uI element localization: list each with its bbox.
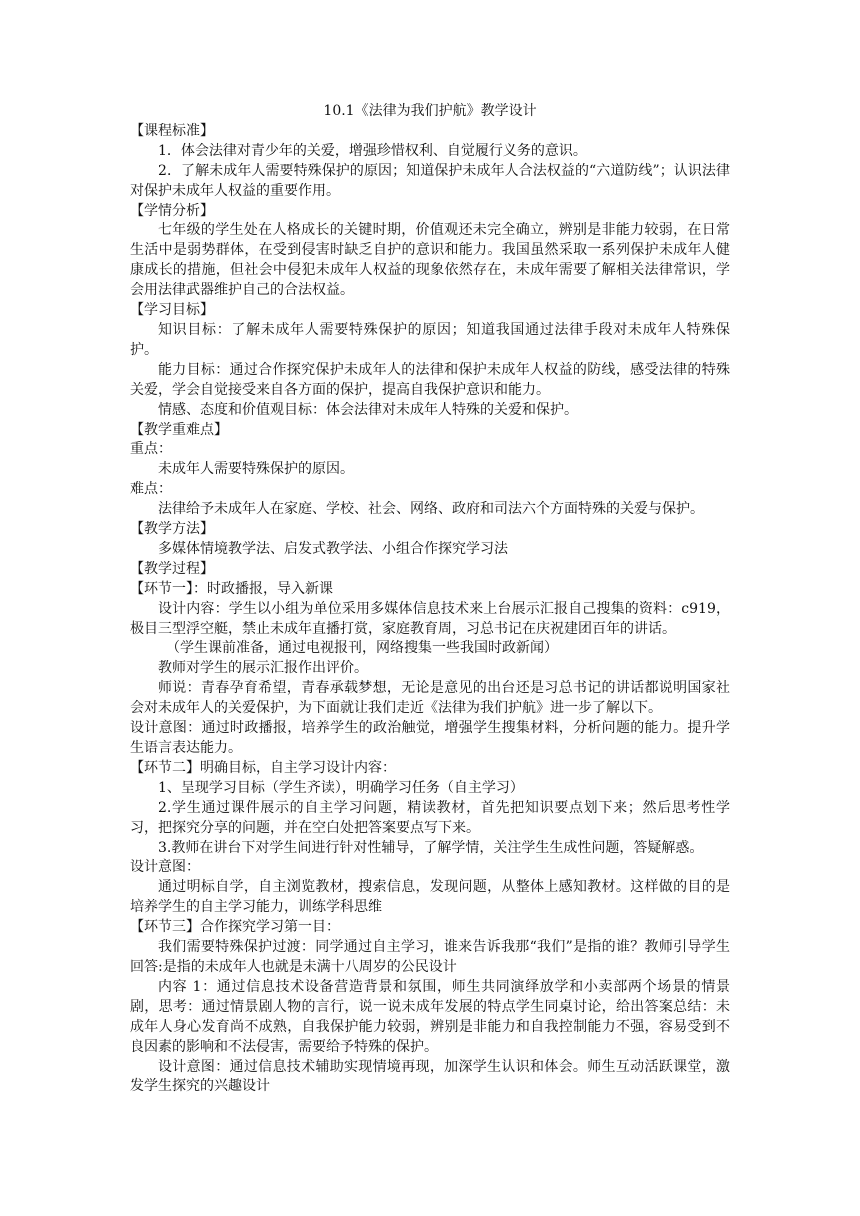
paragraph: （学生课前准备，通过电视报刊，网络搜集一些我国时政新闻）: [166, 640, 558, 657]
paragraph: 我们需要特殊保护过渡：同学通过自主学习，谁来告诉我那“我们”是指的谁？教师引导学生回答:是指的未成年人也就是未满十八周岁的公民设计: [130, 939, 730, 975]
paragraph: 设计意图：通过时政播报，培养学生的政治触觉，增强学生搜集材料，分析问题的能力。提升学生语言表达能力。: [130, 720, 730, 756]
paragraph: 多媒体情境教学法、启发式教学法、小组合作探究学习法: [158, 540, 508, 557]
section-heading-step-two: 【环节二】明确目标，自主学习设计内容：: [130, 759, 396, 776]
section-heading-step-three: 【环节三】合作探究学习第一目：: [130, 919, 340, 936]
paragraph: 内容 1：通过信息技术设备营造背景和氛围，师生共同演绎放学和小卖部两个场景的情景剧，思考：通过情景剧人物的言行，说一说未成年发展的特点学生同桌讨论，给出答案总结：未成年人身心发育尚不成熟，自我保护能力较弱，辨别是非能力和自我控制能力不强，容易受到不良因素的影响和不法侵害，需要给予特殊的保护。: [130, 978, 730, 1055]
paragraph: 2．了解未成年人需要特殊保护的原因；知道保护未成年人合法权益的“六道防线”；认识法律对保护未成年人权益的重要作用。: [130, 162, 730, 199]
paragraph: 七年级的学生处在人格成长的关键时期，价值观还未完全确立，辨别是非能力较弱，在日常生活中是弱势群体，在受到侵害时缺乏自护的意识和能力。我国虽然采取一系列保护未成年人健康成长的措施，但社会中侵犯未成年人权益的现象依然存在，未成年需要了解相关法律常识，学会用法律武器维护自己的合法权益。: [130, 222, 730, 299]
label-design-intent: 设计意图：: [130, 859, 200, 876]
section-heading-step-one: 【环节一】：时政播报，导入新课: [130, 580, 333, 597]
section-heading-teaching-process: 【教学过程】: [130, 560, 214, 577]
paragraph: 教师对学生的展示汇报作出评价。: [158, 660, 368, 677]
paragraph: 设计意图：通过信息技术辅助实现情境再现，加深学生认识和体会。师生互动活跃课堂，激发学生探究的兴趣设计: [130, 1058, 730, 1095]
paragraph: 法律给予未成年人在家庭、学校、社会、网络、政府和司法六个方面特殊的关爱与保护。: [158, 501, 704, 518]
paragraph: 师说：青春孕育希望，青春承载梦想，无论是意见的出台还是习总书记的讲话都说明国家社会对未成年人的关爱保护，为下面就让我们走近《法律为我们护航》进一步了解以下。: [130, 680, 730, 717]
document-body: [130, 102, 730, 1097]
document-title: 10.1《法律为我们护航》教学设计: [323, 103, 537, 119]
label-difficult-point: 难点：: [130, 481, 172, 498]
paragraph: 3.教师在讲台下对学生间进行针对性辅导，了解学情，关注学生生成性问题，答疑解惑。: [158, 839, 704, 856]
paragraph: 1．体会法律对青少年的关爱，增强珍惜权利、自觉履行义务的意识。: [158, 142, 587, 159]
section-heading-student-analysis: 【学情分析】: [130, 202, 214, 219]
paragraph: 1、呈现学习目标（学生齐读），明确学习任务（自主学习）: [158, 779, 524, 796]
paragraph: 未成年人需要特殊保护的原因。: [158, 461, 354, 478]
paragraph: 能力目标：通过合作探究保护未成年人的法律和保护未成年人权益的防线，感受法律的特殊关爱，学会自觉接受来自各方面的保护，提高自我保护意识和能力。: [130, 361, 730, 398]
paragraph: 通过明标自学，自主浏览教材，搜索信息，发现问题，从整体上感知教材。这样做的目的是培养学生的自主学习能力，训练学科思维: [130, 879, 730, 916]
paragraph: 设计内容：学生以小组为单位采用多媒体信息技术来上台展示汇报自己搜集的资料：c919，极目三型浮空艇，禁止未成年直播打赏，家庭教育周，习总书记在庆祝建团百年的讲话。: [130, 600, 730, 637]
paragraph: 情感、态度和价值观目标：体会法律对未成年人特殊的关爱和保护。: [158, 401, 578, 418]
paragraph: 知识目标：了解未成年人需要特殊保护的原因；知道我国通过法律手段对未成年人特殊保护。: [130, 321, 730, 358]
section-heading-curriculum-standard: 【课程标准】: [130, 122, 214, 139]
label-key-point: 重点：: [130, 441, 172, 458]
section-heading-learning-goals: 【学习目标】: [130, 302, 214, 319]
section-heading-teaching-methods: 【教学方法】: [130, 521, 214, 538]
paragraph: 2.学生通过课件展示的自主学习问题，精读教材，首先把知识要点划下来；然后思考性学习，把探究分享的问题，并在空白处把答案要点写下来。: [130, 799, 730, 836]
section-heading-key-points: 【教学重难点】: [130, 421, 228, 438]
